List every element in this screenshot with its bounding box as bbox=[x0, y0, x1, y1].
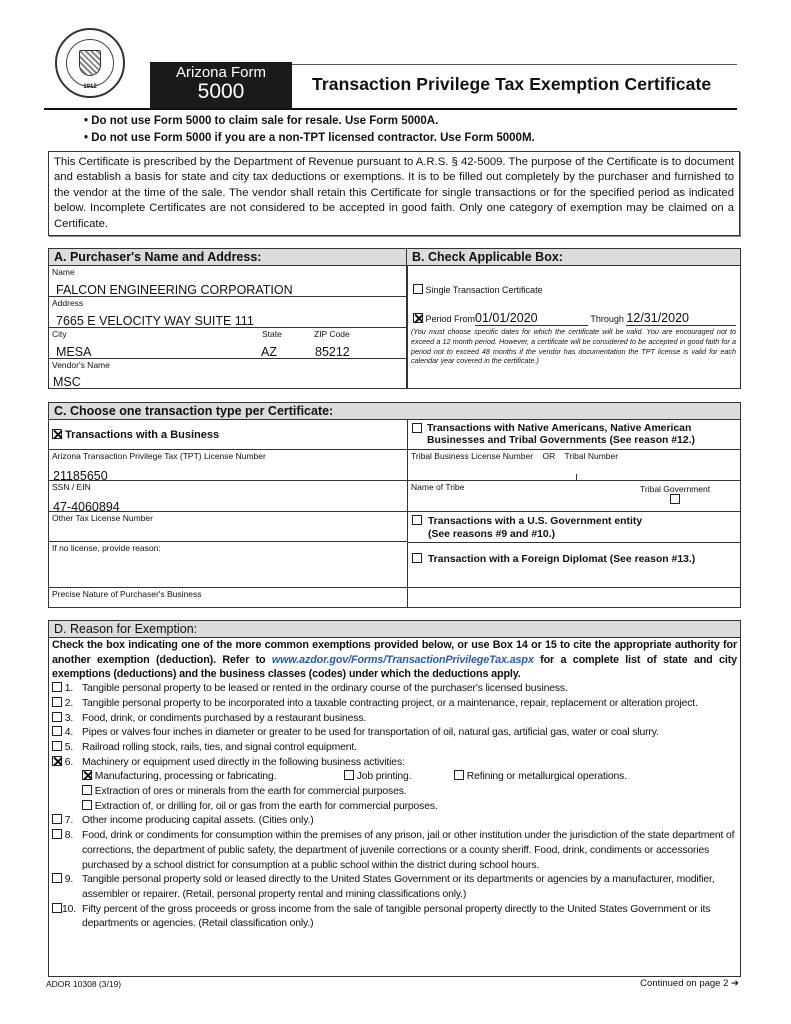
reason-1-checkbox[interactable] bbox=[52, 682, 62, 692]
state-label: State bbox=[262, 329, 282, 339]
exemption-reasons bbox=[49, 638, 740, 932]
reason-item-6[interactable] bbox=[52, 756, 737, 771]
reason-6-text: Machinery or equipment used directly in the following business activities: bbox=[82, 756, 405, 768]
ores-checkbox[interactable] bbox=[82, 785, 92, 795]
reason-3-checkbox[interactable] bbox=[52, 712, 62, 722]
city-field[interactable] bbox=[49, 328, 259, 358]
ssn-ein-field[interactable] bbox=[49, 481, 407, 512]
us-government-sub: (See reasons #9 and #10.) bbox=[428, 529, 556, 540]
reason-10-number: 10. bbox=[62, 903, 76, 915]
us-government-option[interactable] bbox=[408, 512, 740, 543]
reason-3-text: Food, drink, or condiments purchased by a restaurant business. bbox=[82, 712, 367, 724]
manufacturing-label: Manufacturing, processing or fabricating. bbox=[94, 771, 277, 783]
zip-label: ZIP Code bbox=[314, 329, 350, 339]
page-title: Transaction Privilege Tax Exemption Certificate bbox=[312, 74, 712, 94]
instructions-text-post: for a complete list of state and city exemptions (deductions) and the business classes (codes) under which the deductions apply. bbox=[52, 653, 738, 681]
oil-gas-option[interactable] bbox=[52, 800, 737, 815]
usage-warnings bbox=[84, 113, 535, 147]
reason-4-checkbox[interactable] bbox=[52, 726, 62, 736]
foreign-diplomat-label: Transaction with a Foreign Diplomat (See reason #13.) bbox=[427, 554, 696, 565]
reason-7-number: 7. bbox=[64, 815, 74, 827]
tribe-name-label: Name of Tribe bbox=[411, 482, 465, 492]
reason-10-checkbox[interactable] bbox=[52, 903, 62, 913]
reason-7-text: Other income producing capital assets. (Cities only.) bbox=[82, 815, 314, 827]
seal-shield-icon bbox=[79, 50, 101, 76]
form-number: 5000 bbox=[197, 80, 245, 103]
header-top-rule bbox=[292, 64, 737, 65]
ores-option[interactable] bbox=[52, 785, 737, 800]
other-license-label: Other Tax License Number bbox=[52, 513, 153, 523]
section-d-exemption-reason bbox=[48, 620, 741, 977]
instructions-text-pre: Check the box indicating one of the more common exemptions provided below, or use Box 14 or 15 to cite the appropriate authority for another exemption (deduction). Refer to bbox=[52, 639, 737, 666]
section-b-applicable-box bbox=[406, 248, 741, 389]
form-number-badge bbox=[150, 62, 292, 109]
vendor-label: Vendor's Name bbox=[52, 360, 110, 370]
special-transactions-column bbox=[408, 420, 740, 607]
address-label: Address bbox=[52, 298, 84, 308]
tribal-license-label: Tribal Business License Number bbox=[411, 451, 534, 461]
reason-2-number: 2. bbox=[64, 697, 74, 709]
native-american-option[interactable] bbox=[408, 420, 740, 450]
city-value[interactable]: MESA bbox=[56, 345, 92, 359]
no-license-reason-field[interactable] bbox=[49, 542, 407, 573]
us-government-checkbox[interactable] bbox=[412, 515, 422, 525]
period-option[interactable] bbox=[407, 295, 740, 326]
ores-label: Extraction of ores or minerals from the earth for commercial purposes. bbox=[94, 786, 407, 798]
reason-5-text: Railroad rolling stock, rails, ties, and signal control equipment. bbox=[82, 741, 357, 753]
reason-6-checkbox[interactable] bbox=[52, 756, 62, 766]
period-from-label: Period From bbox=[425, 314, 476, 324]
tribal-government-option[interactable] bbox=[640, 484, 710, 505]
continued-on-page-2: Continued on page 2 ➔ bbox=[640, 978, 739, 989]
manufacturing-checkbox[interactable] bbox=[82, 770, 92, 780]
reason-5-number: 5. bbox=[64, 741, 74, 753]
job-printing-label: Job printing. bbox=[356, 771, 412, 783]
foreign-diplomat-option[interactable] bbox=[408, 543, 740, 574]
city-label: City bbox=[52, 329, 67, 339]
us-government-label: Transactions with a U.S. Government entity bbox=[427, 516, 643, 527]
section-c-transaction-type bbox=[48, 402, 741, 608]
manufacturing-option[interactable] bbox=[82, 770, 344, 785]
tribal-government-label: Tribal Government bbox=[640, 484, 711, 494]
reason-9-number: 9. bbox=[64, 874, 74, 886]
job-printing-option[interactable] bbox=[344, 770, 454, 785]
reason-item-2[interactable] bbox=[52, 697, 737, 712]
refining-option[interactable] bbox=[454, 770, 627, 785]
exemption-instructions bbox=[52, 638, 737, 682]
reason-item-10[interactable] bbox=[52, 903, 737, 932]
business-label: Transactions with a Business bbox=[65, 429, 220, 441]
reason-1-text: Tangible personal property to be leased or rented in the ordinary course of the purchaser's licensed business. bbox=[82, 683, 568, 695]
period-from-input[interactable]: 01/01/2020 bbox=[475, 311, 588, 326]
refining-label: Refining or metallurgical operations. bbox=[466, 771, 627, 783]
vendor-field[interactable] bbox=[49, 359, 407, 388]
job-printing-checkbox[interactable] bbox=[344, 770, 354, 780]
name-field[interactable] bbox=[49, 266, 407, 297]
single-transaction-label: Single Transaction Certificate bbox=[425, 285, 543, 295]
name-label: Name bbox=[52, 267, 75, 277]
reason-9-checkbox[interactable] bbox=[52, 873, 62, 883]
reason-10-text: Fifty percent of the gross proceeds or gross income from the sale of tangible personal property directly to the United States Government or its departments or agencies. (Retail classification only.) bbox=[82, 903, 711, 930]
period-note: (You must choose specific dates for which the certificate will be valid. You are encouraged not to exceed a 12 month period. However, a certificate will be considered to be accepted in good faith for a period not to exceed 48 months if the vendor has documentation the TPT license is valid for each calendar year covered in the certificate.) bbox=[411, 327, 736, 366]
reason-4-number: 4. bbox=[64, 727, 74, 739]
reason-item-5[interactable] bbox=[52, 741, 737, 756]
tpt-license-field[interactable] bbox=[49, 450, 407, 481]
section-c-heading: C. Choose one transaction type per Certificate: bbox=[49, 403, 740, 420]
native-american-label: Transactions with Native Americans, Native American Businesses and Tribal Governments (See reason #12.) bbox=[427, 423, 695, 446]
certificate-intro: This Certificate is prescribed by the Department of Revenue pursuant to A.R.S. § 42-5009. The purpose of the Certificate is to document and establish a basis for state and city tax deductions or exemptions. It is to be filled out completely by the purchaser and furnished to the vendor at the time of the sale. The vendor shall retain this Certificate for single transactions or for the specified period as indicated below. Incomplete Certificates are not considered to be accepted in good faith. Only one category of exemption may be claimed on a Certificate. bbox=[48, 151, 740, 236]
business-nature-label: Precise Nature of Purchaser's Business bbox=[52, 589, 202, 599]
tribal-government-checkbox[interactable] bbox=[670, 494, 680, 504]
city-state-zip-row bbox=[49, 328, 407, 359]
reason-item-8[interactable] bbox=[52, 829, 737, 873]
section-a-heading: A. Purchaser's Name and Address: bbox=[49, 249, 407, 266]
tribal-license-field[interactable] bbox=[408, 450, 740, 481]
oil-gas-label: Extraction of, or drilling for, oil or gas from the earth for commercial purposes. bbox=[94, 800, 438, 812]
state-field[interactable] bbox=[259, 328, 311, 358]
reason-7-checkbox[interactable] bbox=[52, 814, 62, 824]
reason-3-number: 3. bbox=[64, 712, 74, 724]
section-a-purchaser bbox=[48, 248, 408, 389]
single-transaction-checkbox[interactable] bbox=[413, 284, 423, 294]
seal-year: 1912 bbox=[83, 84, 97, 90]
business-checkbox[interactable] bbox=[52, 429, 62, 439]
warning-resale: • Do not use Form 5000 to claim sale for resale. Use Form 5000A. bbox=[84, 115, 439, 127]
reason-2-text: Tangible personal property to be incorporated into a taxable contracting project, or a maintenance, repair, replacement or alteration project. bbox=[82, 697, 698, 709]
foreign-diplomat-checkbox[interactable] bbox=[412, 553, 422, 563]
tpt-license-label: Arizona Transaction Privilege Tax (TPT) License Number bbox=[52, 451, 266, 461]
tpt-license-value[interactable]: 21185650 bbox=[53, 469, 108, 483]
period-through-input[interactable]: 12/31/2020 bbox=[626, 311, 736, 326]
ssn-ein-label: SSN / EIN bbox=[52, 482, 91, 492]
tribal-license-labels bbox=[408, 450, 740, 462]
warning-contractor: • Do not use Form 5000 if you are a non-TPT licensed contractor. Use Form 5000M. bbox=[84, 132, 535, 144]
reason-2-checkbox[interactable] bbox=[52, 697, 62, 707]
through-label: Through bbox=[590, 314, 624, 324]
form-label: Arizona Form bbox=[175, 64, 267, 81]
ssn-ein-value[interactable]: 47-4060894 bbox=[53, 500, 120, 514]
tribe-name-field[interactable] bbox=[408, 481, 740, 512]
arizona-state-seal bbox=[55, 28, 125, 98]
state-value[interactable]: AZ bbox=[261, 345, 277, 359]
business-option[interactable] bbox=[49, 420, 407, 450]
reason-item-1[interactable] bbox=[52, 682, 737, 697]
reason-8-number: 8. bbox=[64, 830, 74, 842]
reason-8-checkbox[interactable] bbox=[52, 829, 62, 839]
vendor-value[interactable]: MSC bbox=[53, 375, 81, 389]
address-value[interactable]: 7665 E VELOCITY WAY SUITE 111 bbox=[56, 314, 254, 328]
address-field[interactable] bbox=[49, 297, 407, 328]
business-nature-field[interactable] bbox=[49, 587, 740, 607]
reason-item-3[interactable] bbox=[52, 712, 737, 727]
oil-gas-checkbox[interactable] bbox=[82, 800, 92, 810]
section-b-heading: B. Check Applicable Box: bbox=[407, 249, 740, 266]
business-column bbox=[49, 420, 408, 607]
zip-value[interactable]: 85212 bbox=[315, 345, 350, 359]
reason-5-checkbox[interactable] bbox=[52, 741, 62, 751]
reason-9-text: Tangible personal property sold or leased directly to the United States Government or its departments or agencies by a manufacturer, modifier, assembler or repairer. (Retail, personal property rental and mining classifications only.) bbox=[82, 874, 715, 900]
or-label: OR bbox=[542, 451, 556, 461]
period-checkbox[interactable] bbox=[413, 313, 423, 323]
reason-4-text: Pipes or valves four inches in diameter or greater to be used for transportation of oil, natural gas, artificial gas, water or coal slurry. bbox=[82, 727, 659, 739]
reason-8-text: Food, drink or condiments for consumption within the premises of any prison, jail or other institution under the jurisdiction of the state department of corrections, the department of public safety, the department of juvenile corrections or a county sheriff. Food, drink, condiments or accessories purchased by a school district for consumption at a public school within the district during school hours. bbox=[82, 830, 735, 871]
tribal-number-divider bbox=[576, 474, 577, 480]
zip-field[interactable] bbox=[311, 328, 407, 358]
reason-item-9[interactable] bbox=[52, 873, 737, 902]
reason-6-number: 6. bbox=[64, 756, 74, 768]
refining-checkbox[interactable] bbox=[454, 770, 464, 780]
no-license-reason-label: If no license, provide reason: bbox=[52, 543, 161, 553]
header-bottom-rule bbox=[44, 108, 737, 110]
single-transaction-option[interactable] bbox=[407, 266, 740, 295]
other-license-field[interactable] bbox=[49, 512, 407, 542]
section-d-heading: D. Reason for Exemption: bbox=[49, 621, 740, 638]
name-value[interactable]: FALCON ENGINEERING CORPORATION bbox=[56, 283, 293, 297]
form-code: ADOR 10308 (3/19) bbox=[46, 979, 122, 989]
reason-item-7[interactable] bbox=[52, 814, 737, 829]
reason-1-number: 1. bbox=[64, 683, 74, 695]
reason-6-suboptions-row1 bbox=[52, 770, 737, 785]
native-american-checkbox[interactable] bbox=[412, 423, 422, 433]
azdor-forms-link[interactable]: www.azdor.gov/Forms/TransactionPrivilegeTax.aspx bbox=[271, 653, 534, 666]
tribal-number-label: Tribal Number bbox=[564, 451, 619, 461]
reason-item-4[interactable] bbox=[52, 726, 737, 741]
